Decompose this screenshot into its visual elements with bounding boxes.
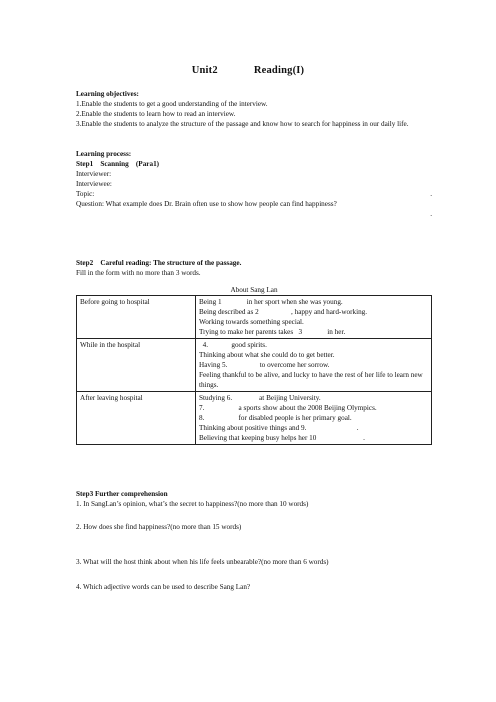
form-line: Thinking about what she could do to get better.	[199, 351, 335, 359]
form-line: Believing that keeping busy helps her 10 .	[199, 434, 365, 442]
form-line: Being described as 2 , happy and hard-working.	[199, 308, 368, 316]
step3-heading: Step3 Further comprehension	[76, 490, 168, 498]
step3-q4-wrap	[76, 582, 432, 592]
step1-heading: Step1 Scanning (Para1)	[76, 160, 160, 168]
step3-section	[76, 489, 432, 509]
table-caption: About Sang Lan	[230, 286, 278, 294]
form-line: Thinking about positive things and 9. .	[199, 424, 359, 432]
step3-q3-wrap	[76, 557, 432, 567]
objective-item-2: 2.Enable the students to learn how to read an interview.	[76, 110, 236, 118]
interviewee-field: Interviewee:	[76, 180, 112, 188]
table-row	[77, 339, 432, 392]
topic-field	[76, 189, 432, 199]
step2-heading: Step2 Careful reading: The structure of the passage.	[76, 259, 242, 267]
step2-section	[76, 258, 432, 278]
form-line: 7. a sports show about the 2008 Beijing Olympics.	[199, 404, 377, 412]
title-lesson: Reading(I)	[253, 65, 305, 76]
form-line: 4. good spirits.	[199, 341, 267, 349]
interviewer-field: Interviewer:	[76, 170, 112, 178]
process-section	[76, 149, 432, 219]
row-label-after: After leaving hospital	[77, 392, 196, 445]
form-line: Studying 6. at Beijing University.	[199, 394, 321, 402]
objective-item-3: 3.Enable the students to analyze the structure of the passage and know how to search for happiness in our daily life.	[76, 120, 409, 128]
question-period: .	[430, 210, 432, 218]
objective-item-1: 1.Enable the students to get a good understanding of the interview.	[76, 100, 268, 108]
form-line: Being 1 in her sport when she was young.	[199, 298, 343, 306]
step3-question-1: 1. In SangLan’s opinion, what’s the secret to happiness?(no more than 10 words)	[76, 500, 309, 508]
row-label-before: Before going to hospital	[77, 296, 196, 339]
row-label-while: While in the hospital	[77, 339, 196, 392]
objectives-heading: Learning objectives:	[76, 90, 139, 98]
sang-lan-form-table	[76, 295, 432, 445]
step1-answer-line	[76, 209, 432, 219]
form-line: 8. for disabled people is her primary goal.	[199, 414, 352, 422]
form-line: Feeling thankful to be alive, and lucky to have the rest of her life to learn new things.	[199, 371, 423, 389]
form-line: Having 5. to overcome her sorrow.	[199, 361, 330, 369]
step3-question-2: 2. How does she find happiness?(no more than 15 words)	[76, 523, 242, 531]
table-row	[77, 392, 432, 445]
step3-question-4: 4. Which adjective words can be used to describe Sang Lan?	[76, 583, 251, 591]
row-content-while	[196, 339, 432, 392]
topic-label: Topic:	[76, 190, 95, 198]
row-content-after	[196, 392, 432, 445]
objectives-section	[76, 89, 432, 129]
step3-q2-wrap	[76, 522, 432, 532]
row-content-before	[196, 296, 432, 339]
step1-question: Question: What example does Dr. Brain often use to show how people can find happiness?	[76, 200, 337, 208]
step2-instruction: Fill in the form with no more than 3 words.	[76, 269, 201, 277]
table-row	[77, 296, 432, 339]
topic-period: .	[430, 190, 432, 198]
process-heading: Learning process:	[76, 150, 132, 158]
title-unit: Unit2	[191, 65, 218, 76]
form-line: Trying to make her parents takes 3 in her.	[199, 328, 346, 336]
step3-question-3: 3. What will the host think about when his life feels unbearable?(no more than 6 words)	[76, 558, 329, 566]
form-line: Working towards something special.	[199, 318, 304, 326]
page-title	[0, 66, 496, 76]
